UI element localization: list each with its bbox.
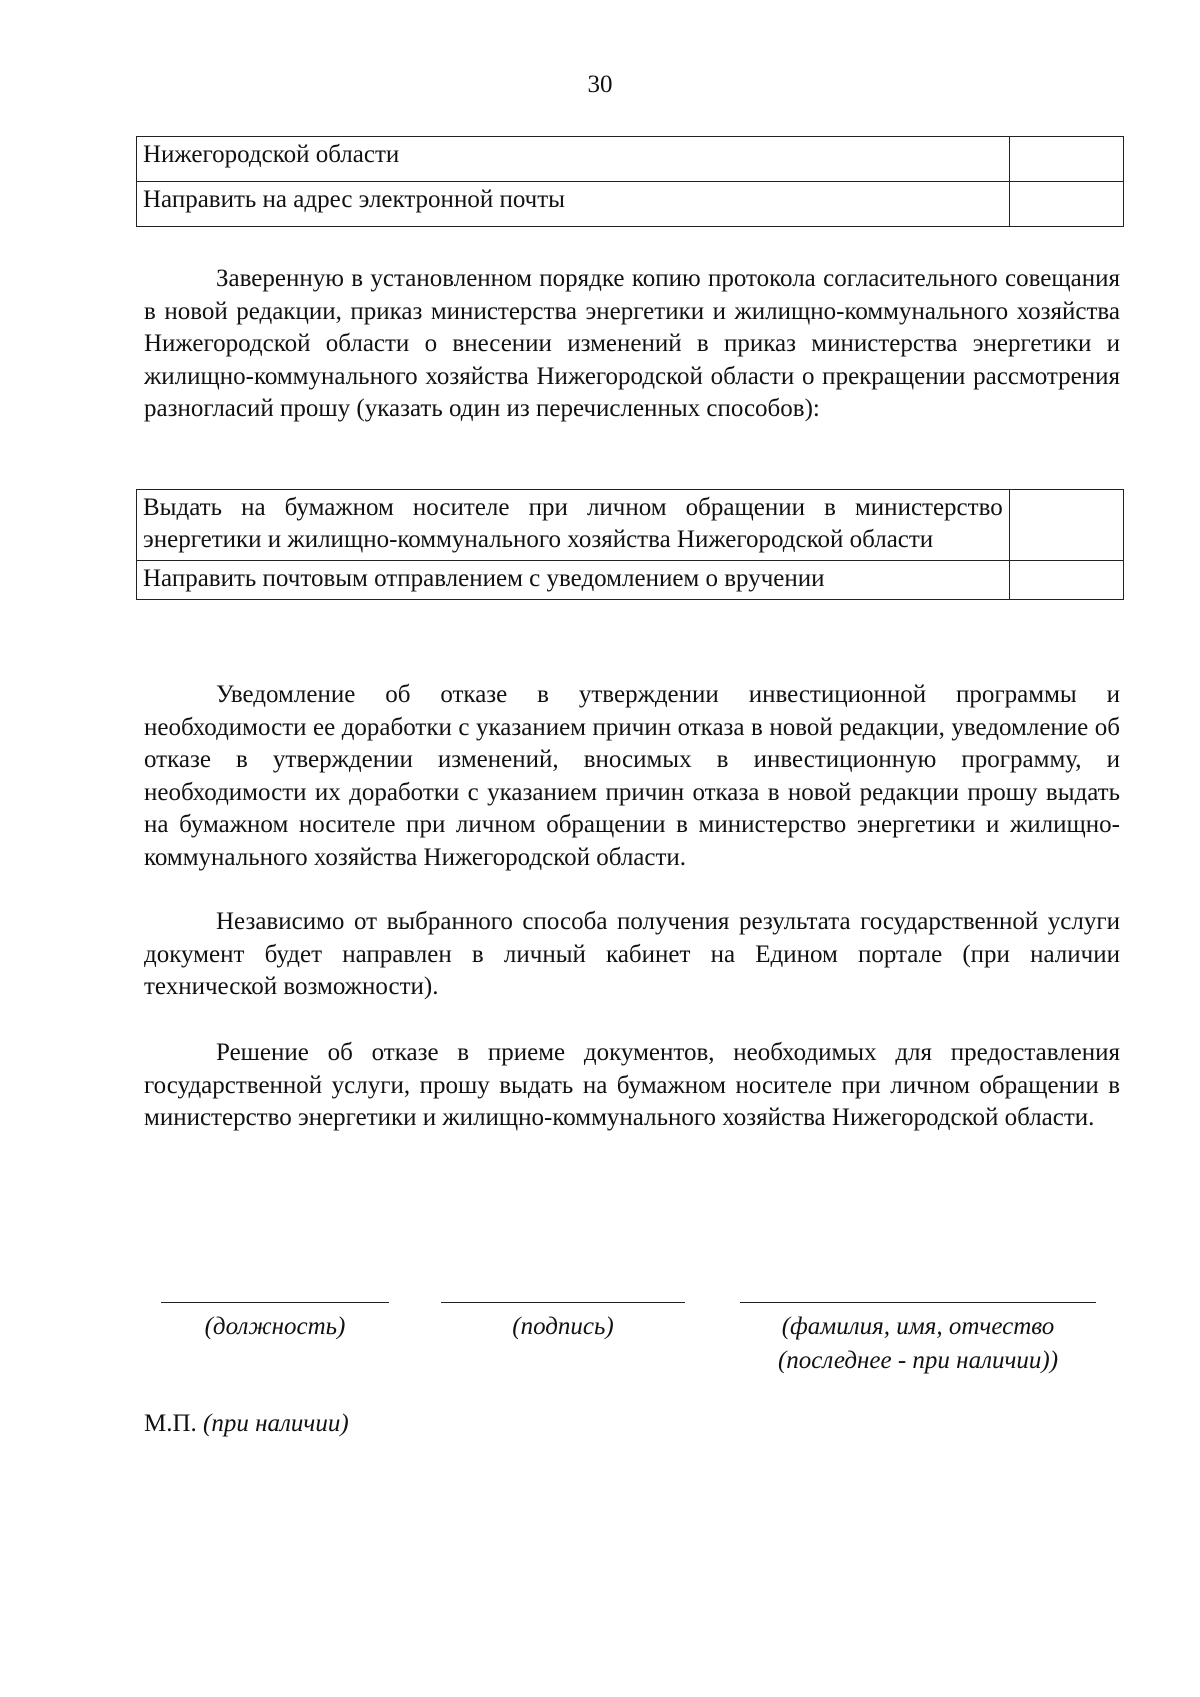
paragraph-personal-account: Независимо от выбранного способа получения результата государственной услуги документ будет направлен в личный кабинет на Едином портале (при наличии технической возможности). [144,908,1120,1000]
stamp-note: (при наличии) [203,1410,349,1437]
option-checkbox-cell[interactable] [1009,182,1123,227]
position-signature-line [161,1302,389,1303]
signature-label: (подпись) [512,1313,614,1340]
delivery-options-table-1 [136,136,1124,227]
option-checkbox-cell[interactable] [1009,490,1123,561]
option-label: Нижегородской области [137,137,1010,182]
name-label [740,1310,1096,1378]
option-checkbox-cell[interactable] [1009,561,1123,600]
name-label-line-2: (последнее - при наличии)) [777,1347,1059,1374]
option-checkbox-cell[interactable] [1009,137,1123,182]
option-label: Выдать на бумажном носителе при личном обращении в министерство энергетики и жилищно-коммунального хозяйства Нижегородской области [137,490,1010,561]
table-row [137,490,1124,561]
table-row [137,182,1124,227]
option-label: Направить почтовым отправлением с уведомлением о вручении [137,561,1010,600]
name-signature-line [740,1302,1096,1303]
paragraph-refusal-notice: Уведомление об отказе в утверждении инвестиционной программы и необходимости ее доработки с указанием причин отказа в новой редакции, уведомление об отказе в утверждении изменений, вносимых в инвестиционную программу, и необходимости их доработки с указанием причин отказа в новой редакции прошу выдать на бумажном носителе при личном обращении в министерство энергетики и жилищно-коммунального хозяйства Нижегородской области. [144,681,1120,871]
table-row [137,137,1124,182]
option-label: Направить на адрес электронной почты [137,182,1010,227]
table-row [137,561,1124,600]
page-number: 30 [587,71,613,98]
paragraph-protocol-copy: Заверенную в установленном порядке копию протокола согласительного совещания в новой редакции, приказ министерства энергетики и жилищно-коммунального хозяйства Нижегородской области о внесении изменений в приказ министерства энергетики и жилищно-коммунального хозяйства Нижегородской области о прекращении рассмотрения разногласий прошу (указать один из перечисленных способов): [144,265,1120,422]
position-label: (должность) [204,1313,346,1340]
paragraph-document-refusal: Решение об отказе в приеме документов, необходимых для предоставления государственной услуги, прошу выдать на бумажном носителе при личном обращении в министерство энергетики и жилищно-коммунального хозяйства Нижегородской области. [144,1039,1120,1131]
delivery-options-table-2 [136,489,1124,600]
stamp-label: М.П. [144,1410,197,1437]
stamp-placeholder [144,1408,349,1440]
signature-line [441,1302,685,1303]
name-label-line-1: (фамилия, имя, отчество [781,1313,1055,1340]
